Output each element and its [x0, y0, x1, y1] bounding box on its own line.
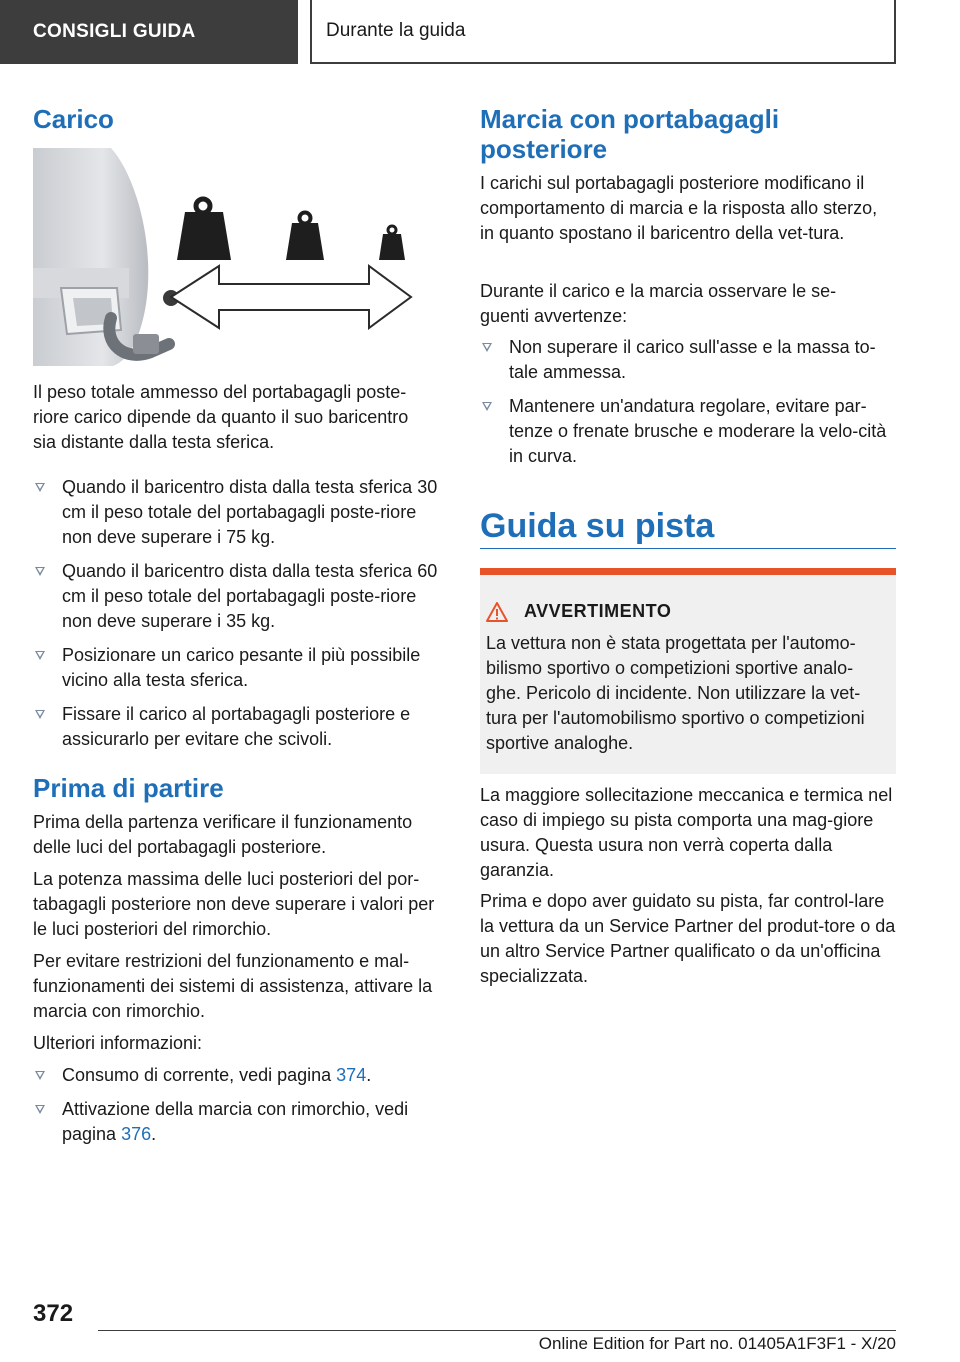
- car-bumper-shape: [33, 148, 148, 366]
- prima-p1: Prima della partenza verificare il funzionamento delle luci del portabagagli posteriore.: [33, 812, 413, 857]
- bullet-triangle-icon: [482, 402, 492, 411]
- list-item: Fissare il carico al portabagagli posteriore e assicurarlo per evitare che scivoli.: [33, 702, 438, 752]
- list-item: Mantenere un'andatura regolare, evitare par-tenze o frenate brusche e moderare la velo-cità in curva.: [480, 394, 894, 469]
- page-link-376[interactable]: 376: [121, 1124, 152, 1144]
- bullet-triangle-icon: [35, 651, 45, 660]
- marcia-p2: Durante il carico e la marcia osservare le se-guenti avvertenze:: [480, 281, 837, 326]
- footer-divider: [98, 1330, 896, 1331]
- list-item: Posizionare un carico pesante il più possibile vicino alla testa sferica.: [33, 643, 438, 693]
- header-chapter: Durante la guida: [310, 0, 896, 64]
- prima-p2: La potenza massima delle luci posteriori del por-tabagagli posteriore non deve superare i valori per le luci posteriori del rimorchio.: [33, 869, 435, 939]
- warning-text: La vettura non è stata progettata per l'automo-bilismo sportivo o competizioni sportive analo-ghe. Pericolo di incidente. Non utilizzare la vet-tura per l'automobilismo sportivo o competizioni sportive analoghe.: [486, 633, 865, 753]
- pista-p1: La maggiore sollecitazione meccanica e termica nel caso di impiego su pista comporta una mag-giore usura. Questa usura non verrà coperta dalla garanzia.: [480, 785, 893, 880]
- list-item: Attivazione della marcia con rimorchio, vedi pagina 376.: [33, 1097, 438, 1147]
- pista-p2: Prima e dopo aver guidato su pista, far control-lare la vettura da un Service Partner del produt-tore o da un altro Service Partner qualificato o da un'officina specializzata.: [480, 891, 896, 986]
- list-item: Quando il baricentro dista dalla testa sferica 60 cm il peso totale del portabagagli poste-riore non deve superare i 35 kg.: [33, 559, 438, 634]
- pista-title: Guida su pista: [480, 507, 715, 545]
- carico-title: Carico: [33, 104, 114, 134]
- marcia-p1: I carichi sul portabagagli posteriore modificano il comportamento di marcia e la risposta allo sterzo, in quanto spostano il baricentro della vet-tura.: [480, 173, 878, 243]
- weight-large-icon: [177, 199, 231, 260]
- page-number: 372: [33, 1300, 74, 1327]
- prima-p3: Per evitare restrizioni del funzionamento e mal-funzionamenti dei sistemi di assistenza, attivare la marcia con rimorchio.: [33, 951, 433, 1021]
- warning-header: [486, 601, 671, 622]
- bullet-triangle-icon: [35, 567, 45, 576]
- footer-edition: Online Edition for Part no. 01405A1F3F1 - X/20: [538, 1334, 896, 1353]
- section-divider: [480, 548, 896, 549]
- prima-link-list: [33, 1054, 438, 1147]
- prima-title: Prima di partire: [33, 773, 224, 803]
- weight-medium-icon: [286, 213, 324, 261]
- load-distance-illustration: [33, 148, 437, 366]
- distance-arrow: [171, 266, 411, 328]
- carico-intro: Il peso totale ammesso del portabagagli poste-riore carico dipende da quanto il suo baricentro sia distante dalla testa sferica.: [33, 382, 409, 452]
- header-section: CONSIGLI GUIDA: [0, 0, 298, 64]
- page-link-374[interactable]: 374: [336, 1065, 367, 1085]
- marcia-title: Marcia con portabagagli posteriore: [480, 104, 780, 164]
- list-item: Non superare il carico sull'asse e la massa to-tale ammessa.: [480, 335, 894, 385]
- bullet-triangle-icon: [35, 710, 45, 719]
- prima-p4: Ulteriori informazioni:: [33, 1033, 203, 1053]
- bullet-triangle-icon: [35, 1071, 45, 1080]
- carico-bullet-list: [33, 466, 438, 752]
- warning-title: AVVERTIMENTO: [524, 601, 672, 621]
- list-item: Quando il baricentro dista dalla testa sferica 30 cm il peso totale del portabagagli poste-riore non deve superare i 75 kg.: [33, 475, 438, 550]
- bullet-triangle-icon: [35, 483, 45, 492]
- warning-box: [480, 568, 896, 774]
- marcia-bullet-list: [480, 326, 894, 469]
- warning-triangle-icon: [486, 602, 508, 622]
- bullet-triangle-icon: [35, 1105, 45, 1114]
- bullet-triangle-icon: [482, 343, 492, 352]
- list-item: Consumo di corrente, vedi pagina 374.: [33, 1063, 438, 1088]
- weight-small-icon: [379, 226, 405, 260]
